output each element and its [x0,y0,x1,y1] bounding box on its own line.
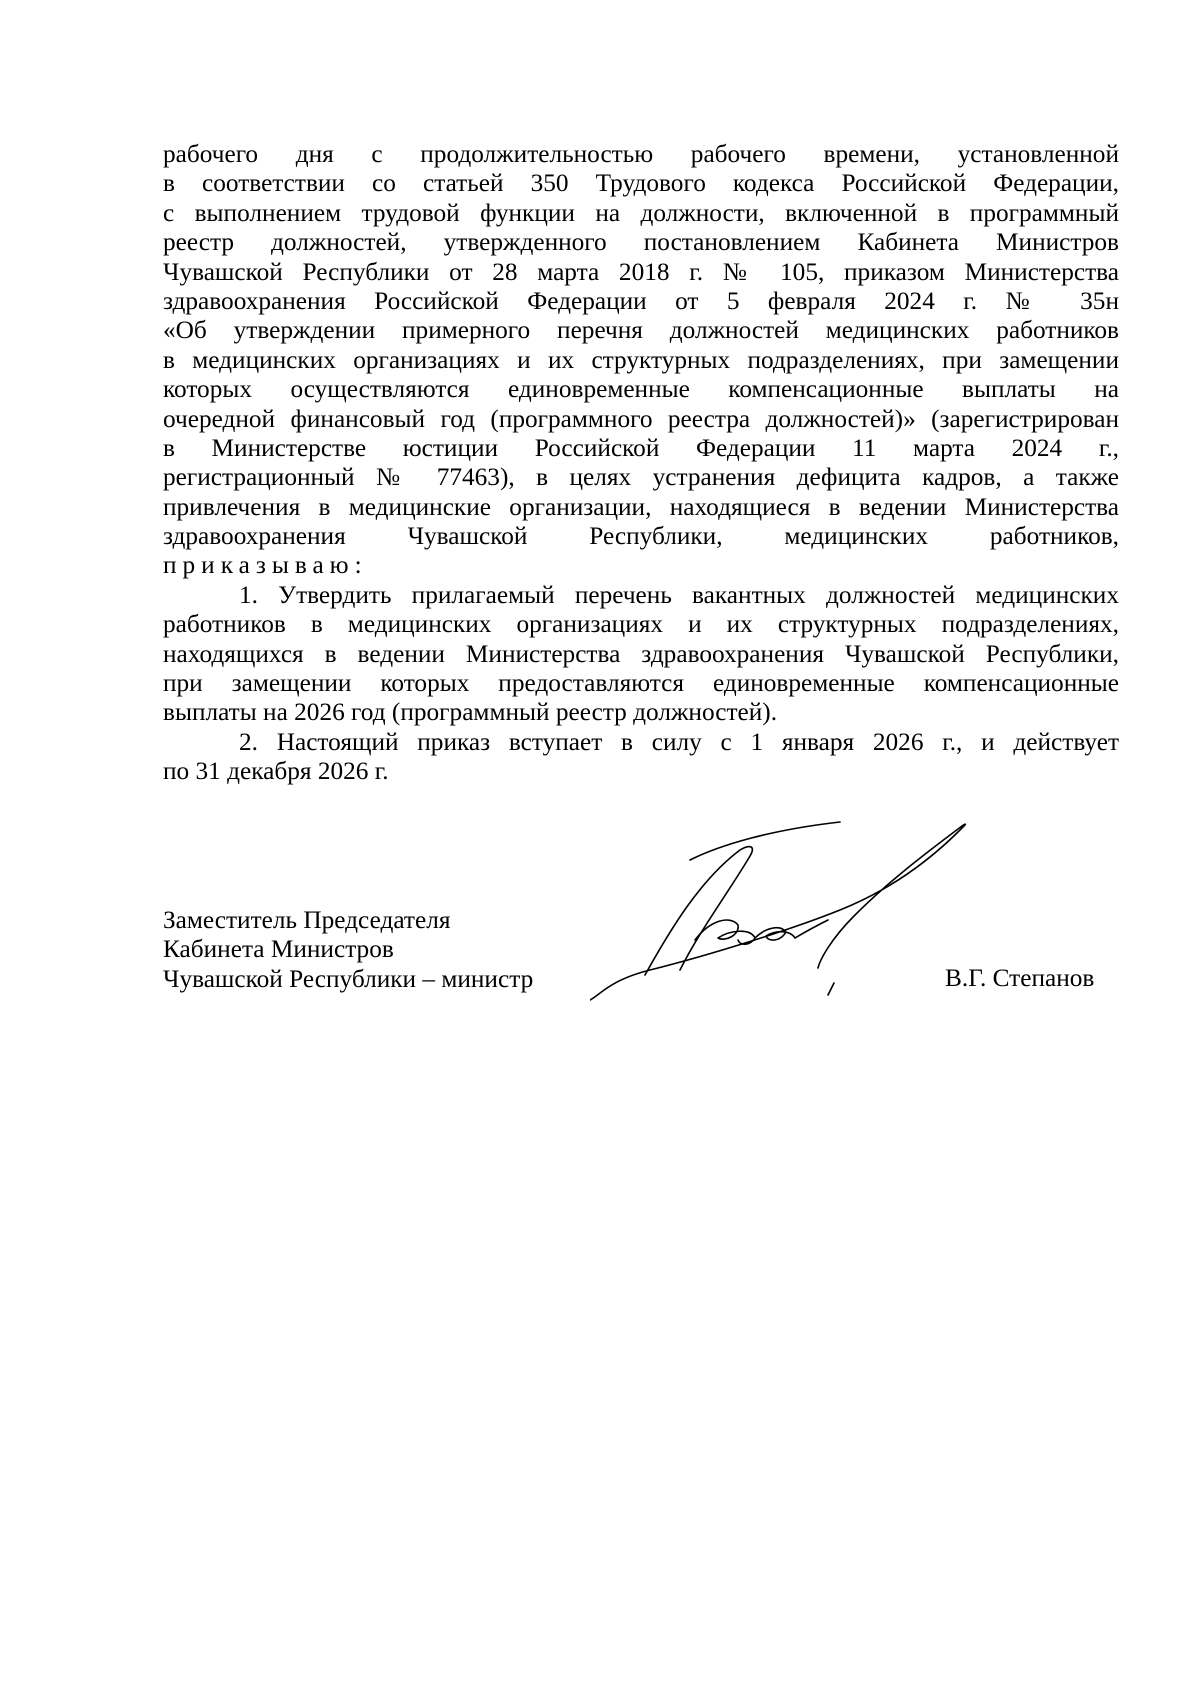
signer-position [163,906,533,994]
text-line: регистрационный № 77463), в целях устранения дефицита кадров, а также [163,463,1119,492]
text-line: «Об утверждении примерного перечня должностей медицинских работников [163,316,1119,345]
signer-position-line: Чувашской Республики – министр [163,964,534,993]
signer-name: В.Г. Степанов [945,964,1095,992]
text-line: здравоохранения Чувашской Республики, медицинских работников, [163,522,1119,551]
signer-position-line: Кабинета Министров [163,935,394,964]
text-line: в соответствии со статьей 350 Трудового кодекса Российской Федерации, [163,169,1119,198]
text-line: привлечения в медицинские организации, находящиеся в ведении Министерства [163,492,1119,521]
text-line: рабочего дня с продолжительностью рабочего времени, установленной [163,140,1119,168]
item-1-line: 1. Утвердить прилагаемый перечень вакантных должностей медицинских [239,580,1119,609]
document-body [163,140,1119,787]
order-word: приказываю: [163,551,368,580]
item-2-line: 2. Настоящий приказ вступает в силу с 1 января 2026 г., и действует [239,727,1119,756]
text-line: очередной финансовый год (программного реестра должностей)» (зарегистрирован [163,404,1119,433]
signer-position-line: Заместитель Председателя [163,906,451,934]
item-2-line: по 31 декабря 2026 г. [163,757,389,786]
text-line: реестр должностей, утвержденного постановлением Кабинета Министров [163,228,1119,257]
item-1-line: находящихся в ведении Министерства здравоохранения Чувашской Республики, [163,639,1119,668]
text-line: с выполнением трудовой функции на должности, включенной в программный [163,198,1119,227]
text-line: в медицинских организациях и их структурных подразделениях, при замещении [163,345,1119,374]
item-1-line: выплаты на 2026 год (программный реестр должностей). [163,698,778,727]
text-line: здравоохранения Российской Федерации от 5 февраля 2024 г. № 35н [163,286,1119,315]
item-1-line: работников в медицинских организациях и их структурных подразделениях, [163,610,1119,639]
text-line: Чувашской Республики от 28 марта 2018 г. № 105, приказом Министерства [163,257,1119,286]
text-line: которых осуществляются единовременные компенсационные выплаты на [163,375,1119,404]
text-line: в Министерстве юстиции Российской Федерации 11 марта 2024 г., [163,433,1119,462]
item-1-line: при замещении которых предоставляются единовременные компенсационные [163,669,1119,698]
